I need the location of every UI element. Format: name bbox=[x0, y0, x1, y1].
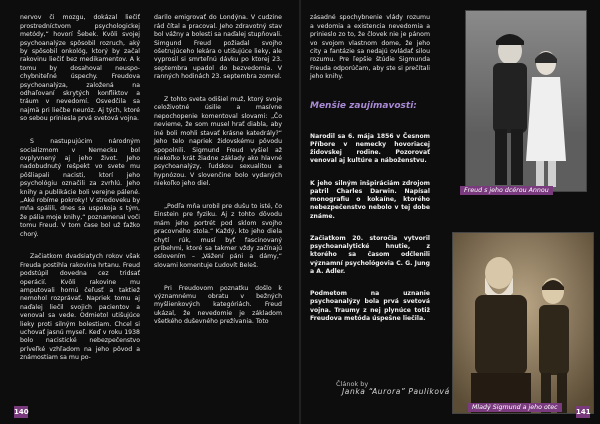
right-column-text bbox=[310, 6, 430, 346]
paragraph: „Podľa mňa urobil pre dušu to isté, čo Einstein pre fyziku. Aj z tohto dôvodu mám jeho portrét pod sklom svojho pracovného stola.“ Každý, kto jeho diela chytí rúk, musí byť fascinovaný príbehmi, ktoré sa takmer vždy začínajú oslovením – „Vážení páni a dámy,“ slovami komentuje Ľudovít Beleš. bbox=[154, 202, 282, 269]
fact-item: Začiatkom 20. storočia vytvoril psychoanalytické hnutie, z ktorého sa časom odčlenili významní psychológovia C. G. Jung a A. Adler. bbox=[310, 234, 430, 275]
author-name: Janka “Aurora” Pauliková bbox=[342, 387, 450, 396]
paragraph: Pri Freudovom poznatku došlo k významnému obratu v bežných myšlienkových kategóriách. Freud ukázal, že nevedomie je základom všetkého duševného prežívania. Toto bbox=[154, 284, 282, 326]
left-column-1 bbox=[20, 6, 140, 377]
photo-image bbox=[466, 11, 586, 191]
paragraph: S nastupujúcim národným socializmom v Nemecku bol ovplyvnený aj jeho život. Jeho nadobudnutý rešpekt vo svete mu pôšliapali nacisti, ktorí jeho psychológiu označili za zvrhlú. Jeho knihy a publikácie boli verejne pálené. „Aké robíme pokroky! V stredoveku by mňa spálili, dnes sa uspokoja s tým, že pália moje knihy,“ poznamenal voči tomu Freud. V tom čase bol už ťažko chorý. bbox=[20, 138, 140, 238]
photo-caption-top: Freud s jeho dcérou Annou bbox=[460, 186, 553, 195]
credit-label: Článok by bbox=[336, 380, 369, 388]
fact-item: Podmetom na uznanie psychoanalýzy bola prvá svetová vojna. Traumy z nej plynúce totiž Freudova metóda úspešne liečila. bbox=[310, 290, 430, 322]
paragraph: zásadné spochybnenie vlády rozumu a vedomia a existencia nevedomia a prinieslo zo to, že človek nie je pánom vo svojom vlastnom dome, že jeho city a fantázie sa nedajú ovládať silou rozumu. Pre ľepšie štúdie Sigmunda Freuda odporúčam, aby ste si prečítali jeho knihy. bbox=[310, 14, 430, 81]
paragraph: Z tohto sveta odišiel muž, ktorý svoje celoživotné úsilie a masívne nepochopenie komentoval slovami: „Čo nevieme, že som musel hrať diabla, aby iné boli mohli stavať krásne katedrály?“ Jeho telo napriek židovskému pôvodu spopolnili. Sigmund Freud vyšiel až niekoľko krát žiadne základy ako hlavné psychoanalýzy, ľudskou sexualitou a hypnózou. V slovenčine bolo vydaných niekoľko jeho diel. bbox=[154, 96, 282, 188]
paragraph: Začiatkom dvadsiatych rokov však Freuda postihla rakovina hrtanu. Freud podstúpil dovedna cez tridsať operácií. Kvôli rakovine mu amputovali hornú čeľusť a taktiež nemohol rozprávať. Napriek tomu aj naďalej liečil svojich pacientov a venoval sa vede. Odmietol utišujúce lieky proti silným bolestiam. Chcel si uchovať jasnú myseľ. Keď v roku 1938 bolo nacistické nebezpečenstvo príveľké vzhľadom na jeho pôvod a známostiam sa mu po- bbox=[20, 253, 140, 362]
paragraph: nervov či mozgu, dokázal liečiť prostredníctvom psychologickej metódy,“ hovorí Šebek. Kvôli svojej psychoanalýze spôsobil rozruch, aký by spôsobil onkológ, ktorý by začal rakovinu liečiť bez medikamentov. A k tomu by dosahoval neuspochybniteľné úspechy. Freudova psychoanalýza, založená na odhaľovaní skrytých konfliktov a tráum v nevedomí. Osvedčila sa najmä pri liečbe neuróz. Aj tých, ktoré so sebou priniesla prvá svetová vojna. bbox=[20, 14, 140, 123]
fact-item: Narodil sa 6. mája 1856 v Česnom Příbore v nemecky hovoriacej židovskej rodine. Pozorovať venoval aj kultúre a náboženstvu. bbox=[310, 132, 430, 165]
freud-and-daughter-photo bbox=[465, 10, 587, 192]
article-credit bbox=[336, 380, 450, 396]
photo-image bbox=[453, 233, 593, 413]
page-number-left: 140 bbox=[14, 408, 29, 416]
fact-item: K jeho silným inšpiráciám zdrojom patril Charles Darwin. Napísal monografiu o kokaíne, ktorého nebezpečenstvo nebolo v tej dobe známe. bbox=[310, 179, 430, 220]
right-page bbox=[302, 0, 600, 424]
page-number-right: 141 bbox=[576, 408, 591, 416]
photo-caption-bottom: Mladý Sigmund a jeho otec bbox=[468, 403, 562, 412]
section-heading: Menšie zaujímavosti: bbox=[310, 101, 417, 112]
young-sigmund-and-father-photo bbox=[452, 232, 594, 414]
facts-list bbox=[310, 124, 430, 337]
paragraph: darilo emigrovať do Londýna. V cudzine rád čítal a pracoval. Jeho zdravotný stav bol vážny a bolesti sa naďalej stupňovali. Simgund Freud požiadal svojho ošetrujúceho lekára o utišujúce lieky, ale vyprosil si smrteľnú dávku po ktorej 23. septembra upadol do bezvedomia. V ranných hodinách 23. septembra zomrel. bbox=[154, 14, 282, 81]
left-page bbox=[0, 0, 298, 424]
left-column-2 bbox=[154, 6, 282, 341]
